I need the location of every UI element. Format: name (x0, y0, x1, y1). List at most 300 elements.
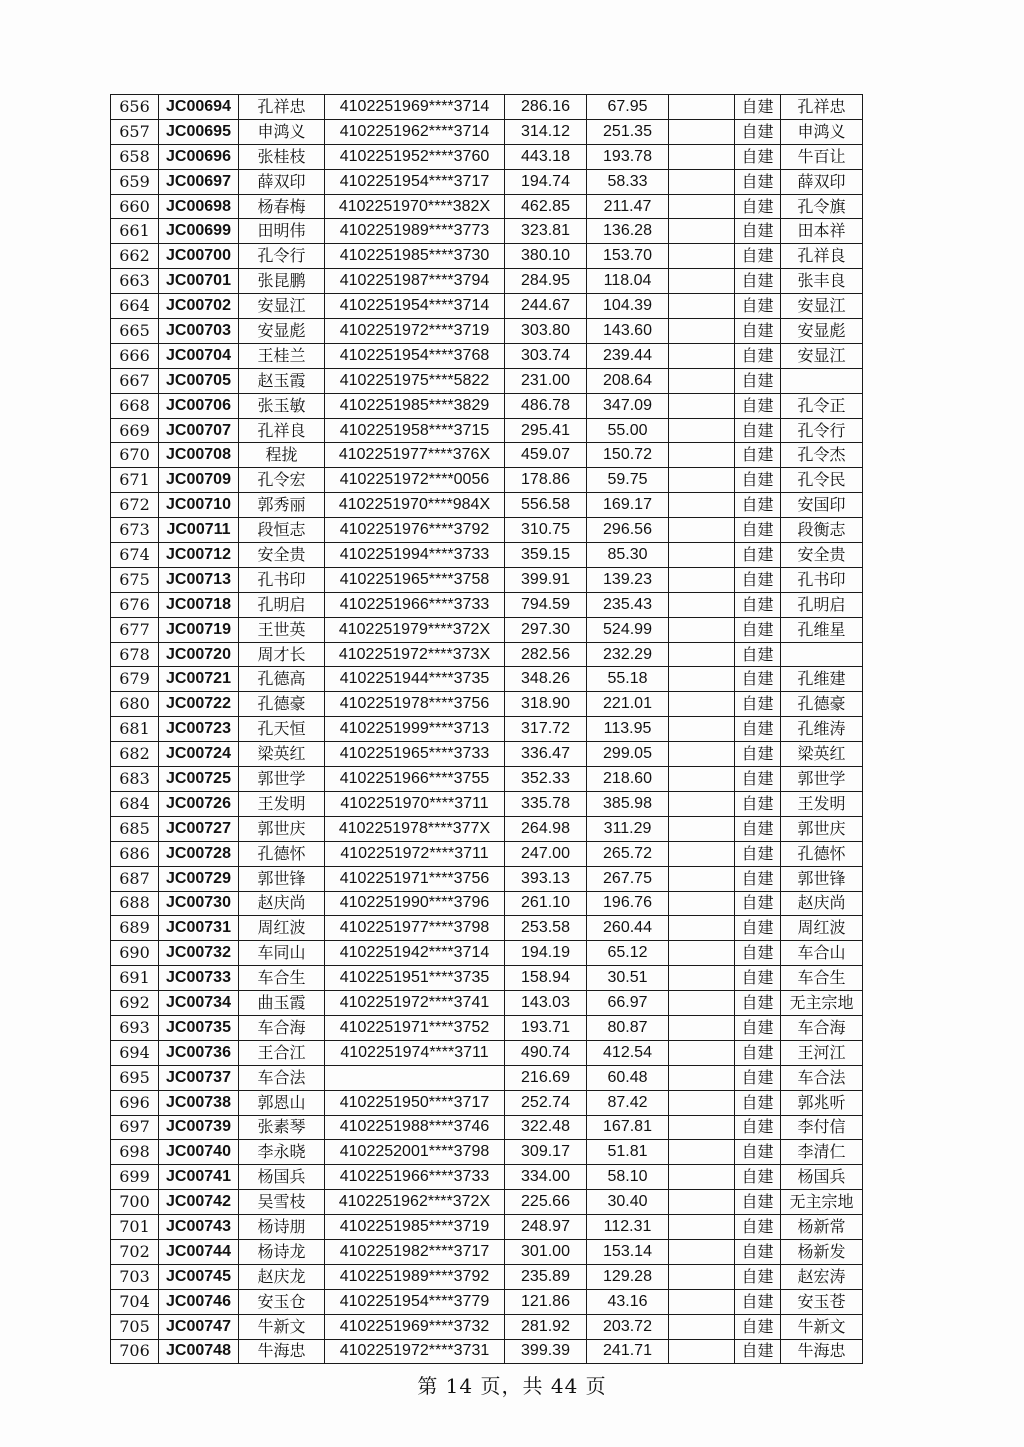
parcel-code: JC00726 (159, 791, 239, 816)
empty-cell (669, 1090, 735, 1115)
area-value-1: 261.10 (505, 891, 587, 916)
owner-name: 安玉苍 (781, 1289, 863, 1314)
empty-cell (669, 1239, 735, 1264)
parcel-code: JC00704 (159, 343, 239, 368)
row-number: 679 (111, 667, 159, 692)
area-value-2: 153.14 (587, 1239, 669, 1264)
area-value-1: 281.92 (505, 1314, 587, 1339)
row-number: 706 (111, 1339, 159, 1364)
area-value-1: 359.15 (505, 543, 587, 568)
area-value-1: 231.00 (505, 368, 587, 393)
id-number: 4102251954****3717 (325, 169, 505, 194)
table-row (111, 1239, 863, 1264)
build-type: 自建 (735, 816, 781, 841)
owner-name: 段衡志 (781, 518, 863, 543)
parcel-code: JC00729 (159, 866, 239, 891)
id-number: 4102251974****3711 (325, 1040, 505, 1065)
owner-name: 孔令正 (781, 393, 863, 418)
build-type: 自建 (735, 1115, 781, 1140)
area-value-1: 248.97 (505, 1215, 587, 1240)
owner-name: 申鸿义 (781, 119, 863, 144)
empty-cell (669, 468, 735, 493)
parcel-code: JC00696 (159, 144, 239, 169)
area-value-1: 323.81 (505, 219, 587, 244)
holder-name: 张素琴 (239, 1115, 325, 1140)
empty-cell (669, 767, 735, 792)
id-number: 4102251971****3752 (325, 1015, 505, 1040)
id-number: 4102251950****3717 (325, 1090, 505, 1115)
id-number: 4102251985****3829 (325, 393, 505, 418)
area-value-2: 150.72 (587, 443, 669, 468)
holder-name: 孔令宏 (239, 468, 325, 493)
area-value-1: 121.86 (505, 1289, 587, 1314)
area-value-2: 347.09 (587, 393, 669, 418)
owner-name: 赵宏涛 (781, 1264, 863, 1289)
owner-name: 牛海忠 (781, 1339, 863, 1364)
build-type: 自建 (735, 791, 781, 816)
empty-cell (669, 866, 735, 891)
row-number: 676 (111, 592, 159, 617)
area-value-1: 253.58 (505, 916, 587, 941)
area-value-1: 247.00 (505, 841, 587, 866)
row-number: 674 (111, 543, 159, 568)
owner-name: 牛百让 (781, 144, 863, 169)
parcel-code: JC00728 (159, 841, 239, 866)
table-row (111, 617, 863, 642)
holder-name: 安玉仓 (239, 1289, 325, 1314)
empty-cell (669, 991, 735, 1016)
area-value-1: 794.59 (505, 592, 587, 617)
build-type: 自建 (735, 1015, 781, 1040)
row-number: 700 (111, 1190, 159, 1215)
build-type: 自建 (735, 343, 781, 368)
parcel-code: JC00730 (159, 891, 239, 916)
empty-cell (669, 269, 735, 294)
table-row (111, 592, 863, 617)
area-value-1: 556.58 (505, 493, 587, 518)
table-row (111, 816, 863, 841)
build-type: 自建 (735, 1339, 781, 1364)
holder-name: 杨诗龙 (239, 1239, 325, 1264)
holder-name: 张玉敏 (239, 393, 325, 418)
area-value-2: 169.17 (587, 493, 669, 518)
empty-cell (669, 567, 735, 592)
holder-name: 杨诗朋 (239, 1215, 325, 1240)
row-number: 697 (111, 1115, 159, 1140)
row-number: 681 (111, 717, 159, 742)
area-value-2: 60.48 (587, 1065, 669, 1090)
empty-cell (669, 841, 735, 866)
id-number: 4102251985****3719 (325, 1215, 505, 1240)
owner-name: 安显彪 (781, 319, 863, 344)
table-row (111, 1015, 863, 1040)
empty-cell (669, 1264, 735, 1289)
id-number: 4102251976****3792 (325, 518, 505, 543)
owner-name: 孔德豪 (781, 692, 863, 717)
parcel-code: JC00711 (159, 518, 239, 543)
area-value-2: 55.18 (587, 667, 669, 692)
table-row (111, 692, 863, 717)
build-type: 自建 (735, 1140, 781, 1165)
owner-name: 孔令旗 (781, 194, 863, 219)
parcel-code: JC00731 (159, 916, 239, 941)
area-value-1: 399.39 (505, 1339, 587, 1364)
area-value-1: 310.75 (505, 518, 587, 543)
holder-name: 王合江 (239, 1040, 325, 1065)
parcel-code: JC00746 (159, 1289, 239, 1314)
parcel-code: JC00739 (159, 1115, 239, 1140)
empty-cell (669, 144, 735, 169)
id-number: 4102251989****3792 (325, 1264, 505, 1289)
owner-name: 车合生 (781, 966, 863, 991)
owner-name: 孔维星 (781, 617, 863, 642)
build-type: 自建 (735, 468, 781, 493)
empty-cell (669, 916, 735, 941)
area-value-1: 393.13 (505, 866, 587, 891)
holder-name: 薛双印 (239, 169, 325, 194)
row-number: 680 (111, 692, 159, 717)
build-type: 自建 (735, 493, 781, 518)
area-value-2: 153.70 (587, 244, 669, 269)
owner-name: 王河江 (781, 1040, 863, 1065)
holder-name: 田明伟 (239, 219, 325, 244)
area-value-1: 244.67 (505, 294, 587, 319)
holder-name: 安显江 (239, 294, 325, 319)
table-row (111, 717, 863, 742)
id-number: 4102251942****3714 (325, 941, 505, 966)
build-type: 自建 (735, 1289, 781, 1314)
holder-name: 郭秀丽 (239, 493, 325, 518)
empty-cell (669, 1140, 735, 1165)
area-value-2: 265.72 (587, 841, 669, 866)
table-body (111, 95, 863, 1364)
area-value-1: 193.71 (505, 1015, 587, 1040)
empty-cell (669, 966, 735, 991)
table-row (111, 319, 863, 344)
table-row (111, 543, 863, 568)
holder-name: 车合法 (239, 1065, 325, 1090)
table-row (111, 493, 863, 518)
area-value-2: 232.29 (587, 642, 669, 667)
empty-cell (669, 592, 735, 617)
area-value-2: 55.00 (587, 418, 669, 443)
holder-name: 赵玉霞 (239, 368, 325, 393)
page-footer: 第 14 页，共 44 页 (417, 1374, 607, 1398)
area-value-1: 443.18 (505, 144, 587, 169)
empty-cell (669, 1215, 735, 1240)
owner-name: 孔维建 (781, 667, 863, 692)
area-value-1: 335.78 (505, 791, 587, 816)
holder-name: 吴雪枝 (239, 1190, 325, 1215)
empty-cell (669, 617, 735, 642)
row-number: 677 (111, 617, 159, 642)
holder-name: 周才长 (239, 642, 325, 667)
row-number: 696 (111, 1090, 159, 1115)
id-number: 4102251954****3768 (325, 343, 505, 368)
owner-name: 杨新常 (781, 1215, 863, 1240)
holder-name: 段恒志 (239, 518, 325, 543)
table-row (111, 169, 863, 194)
table-row (111, 1115, 863, 1140)
parcel-code: JC00740 (159, 1140, 239, 1165)
holder-name: 程拢 (239, 443, 325, 468)
table-row (111, 941, 863, 966)
parcel-code: JC00745 (159, 1264, 239, 1289)
table-row (111, 95, 863, 120)
table-row (111, 468, 863, 493)
id-number: 4102251987****3794 (325, 269, 505, 294)
empty-cell (669, 543, 735, 568)
owner-name: 孔令民 (781, 468, 863, 493)
row-number: 705 (111, 1314, 159, 1339)
area-value-2: 104.39 (587, 294, 669, 319)
parcel-code: JC00712 (159, 543, 239, 568)
parcel-code: JC00722 (159, 692, 239, 717)
owner-name: 郭兆听 (781, 1090, 863, 1115)
id-number: 4102251977****3798 (325, 916, 505, 941)
id-number: 4102252001****3798 (325, 1140, 505, 1165)
table-row (111, 119, 863, 144)
holder-name: 赵庆尚 (239, 891, 325, 916)
parcel-code: JC00703 (159, 319, 239, 344)
table-row (111, 1090, 863, 1115)
holder-name: 郭世学 (239, 767, 325, 792)
owner-name: 孔祥良 (781, 244, 863, 269)
parcel-code: JC00735 (159, 1015, 239, 1040)
holder-name: 安显彪 (239, 319, 325, 344)
empty-cell (669, 1289, 735, 1314)
area-value-1: 264.98 (505, 816, 587, 841)
id-number: 4102251951****3735 (325, 966, 505, 991)
empty-cell (669, 1314, 735, 1339)
owner-name: 李清仁 (781, 1140, 863, 1165)
table-row (111, 194, 863, 219)
row-number: 698 (111, 1140, 159, 1165)
build-type: 自建 (735, 1065, 781, 1090)
owner-name: 郭世学 (781, 767, 863, 792)
parcel-code: JC00695 (159, 119, 239, 144)
id-number: 4102251972****3741 (325, 991, 505, 1016)
id-number: 4102251954****3714 (325, 294, 505, 319)
row-number: 662 (111, 244, 159, 269)
holder-name: 孔令行 (239, 244, 325, 269)
empty-cell (669, 244, 735, 269)
holder-name: 张昆鹏 (239, 269, 325, 294)
owner-name: 孔令行 (781, 418, 863, 443)
area-value-1: 317.72 (505, 717, 587, 742)
table-row (111, 841, 863, 866)
id-number: 4102251972****3731 (325, 1339, 505, 1364)
area-value-2: 87.42 (587, 1090, 669, 1115)
owner-name: 李付信 (781, 1115, 863, 1140)
area-value-2: 30.51 (587, 966, 669, 991)
empty-cell (669, 667, 735, 692)
id-number: 4102251962****372X (325, 1190, 505, 1215)
area-value-1: 309.17 (505, 1140, 587, 1165)
owner-name (781, 368, 863, 393)
empty-cell (669, 169, 735, 194)
id-number: 4102251970****382X (325, 194, 505, 219)
area-value-1: 348.26 (505, 667, 587, 692)
owner-name: 无主宗地 (781, 1190, 863, 1215)
parcel-code: JC00747 (159, 1314, 239, 1339)
holder-name: 孔德高 (239, 667, 325, 692)
area-value-2: 241.71 (587, 1339, 669, 1364)
build-type: 自建 (735, 1165, 781, 1190)
area-value-2: 118.04 (587, 269, 669, 294)
area-value-2: 66.97 (587, 991, 669, 1016)
parcel-code: JC00705 (159, 368, 239, 393)
empty-cell (669, 368, 735, 393)
id-number: 4102251944****3735 (325, 667, 505, 692)
table-row (111, 1215, 863, 1240)
build-type: 自建 (735, 891, 781, 916)
empty-cell (669, 791, 735, 816)
area-value-1: 352.33 (505, 767, 587, 792)
id-number: 4102251982****3717 (325, 1239, 505, 1264)
holder-name: 杨国兵 (239, 1165, 325, 1190)
build-type: 自建 (735, 1215, 781, 1240)
empty-cell (669, 1165, 735, 1190)
parcel-code: JC00733 (159, 966, 239, 991)
area-value-2: 311.29 (587, 816, 669, 841)
table-row (111, 667, 863, 692)
table-row (111, 767, 863, 792)
area-value-2: 203.72 (587, 1314, 669, 1339)
area-value-2: 139.23 (587, 567, 669, 592)
row-number: 690 (111, 941, 159, 966)
owner-name: 车合法 (781, 1065, 863, 1090)
table-row (111, 1065, 863, 1090)
area-value-1: 314.12 (505, 119, 587, 144)
holder-name: 孔祥良 (239, 418, 325, 443)
owner-name: 孔维涛 (781, 717, 863, 742)
holder-name: 周红波 (239, 916, 325, 941)
table-row (111, 443, 863, 468)
table-row (111, 1289, 863, 1314)
holder-name: 李永晓 (239, 1140, 325, 1165)
empty-cell (669, 194, 735, 219)
id-number: 4102251975****5822 (325, 368, 505, 393)
row-number: 702 (111, 1239, 159, 1264)
build-type: 自建 (735, 443, 781, 468)
id-number: 4102251966****3755 (325, 767, 505, 792)
holder-name: 王发明 (239, 791, 325, 816)
area-value-2: 59.75 (587, 468, 669, 493)
owner-name: 车合山 (781, 941, 863, 966)
row-number: 694 (111, 1040, 159, 1065)
table-row (111, 742, 863, 767)
build-type: 自建 (735, 543, 781, 568)
owner-name (781, 642, 863, 667)
parcel-code: JC00742 (159, 1190, 239, 1215)
area-value-1: 158.94 (505, 966, 587, 991)
build-type: 自建 (735, 767, 781, 792)
parcel-code: JC00697 (159, 169, 239, 194)
row-number: 682 (111, 742, 159, 767)
table-row (111, 991, 863, 1016)
build-type: 自建 (735, 319, 781, 344)
area-value-2: 211.47 (587, 194, 669, 219)
id-number: 4102251989****3773 (325, 219, 505, 244)
empty-cell (669, 393, 735, 418)
row-number: 657 (111, 119, 159, 144)
parcel-code: JC00709 (159, 468, 239, 493)
build-type: 自建 (735, 567, 781, 592)
owner-name: 杨新发 (781, 1239, 863, 1264)
table-row (111, 244, 863, 269)
area-value-2: 143.60 (587, 319, 669, 344)
parcel-code: JC00732 (159, 941, 239, 966)
area-value-2: 43.16 (587, 1289, 669, 1314)
build-type: 自建 (735, 1239, 781, 1264)
owner-name: 郭世庆 (781, 816, 863, 841)
area-value-2: 251.35 (587, 119, 669, 144)
build-type: 自建 (735, 244, 781, 269)
area-value-1: 303.80 (505, 319, 587, 344)
owner-name: 安全贵 (781, 543, 863, 568)
row-number: 660 (111, 194, 159, 219)
build-type: 自建 (735, 393, 781, 418)
parcel-code: JC00748 (159, 1339, 239, 1364)
empty-cell (669, 1015, 735, 1040)
row-number: 664 (111, 294, 159, 319)
area-value-2: 136.28 (587, 219, 669, 244)
owner-name: 张丰良 (781, 269, 863, 294)
row-number: 665 (111, 319, 159, 344)
build-type: 自建 (735, 717, 781, 742)
table-row (111, 393, 863, 418)
build-type: 自建 (735, 269, 781, 294)
empty-cell (669, 692, 735, 717)
area-value-1: 178.86 (505, 468, 587, 493)
area-value-1: 486.78 (505, 393, 587, 418)
area-value-2: 218.60 (587, 767, 669, 792)
empty-cell (669, 1040, 735, 1065)
parcel-code: JC00719 (159, 617, 239, 642)
parcel-code: JC00718 (159, 592, 239, 617)
area-value-1: 334.00 (505, 1165, 587, 1190)
empty-cell (669, 493, 735, 518)
parcel-code: JC00744 (159, 1239, 239, 1264)
parcel-code: JC00702 (159, 294, 239, 319)
id-number: 4102251990****3796 (325, 891, 505, 916)
id-number: 4102251972****3719 (325, 319, 505, 344)
row-number: 686 (111, 841, 159, 866)
owner-name: 孔令杰 (781, 443, 863, 468)
holder-name: 郭恩山 (239, 1090, 325, 1115)
parcel-code: JC00713 (159, 567, 239, 592)
holder-name: 车同山 (239, 941, 325, 966)
area-value-2: 296.56 (587, 518, 669, 543)
parcel-code: JC00710 (159, 493, 239, 518)
parcel-code: JC00720 (159, 642, 239, 667)
holder-name: 郭世锋 (239, 866, 325, 891)
area-value-2: 235.43 (587, 592, 669, 617)
owner-name: 田本祥 (781, 219, 863, 244)
parcel-code: JC00738 (159, 1090, 239, 1115)
area-value-1: 282.56 (505, 642, 587, 667)
row-number: 684 (111, 791, 159, 816)
empty-cell (669, 418, 735, 443)
empty-cell (669, 1065, 735, 1090)
area-value-2: 129.28 (587, 1264, 669, 1289)
area-value-2: 85.30 (587, 543, 669, 568)
owner-name: 安显江 (781, 343, 863, 368)
holder-name: 孔书印 (239, 567, 325, 592)
build-type: 自建 (735, 1314, 781, 1339)
build-type: 自建 (735, 518, 781, 543)
